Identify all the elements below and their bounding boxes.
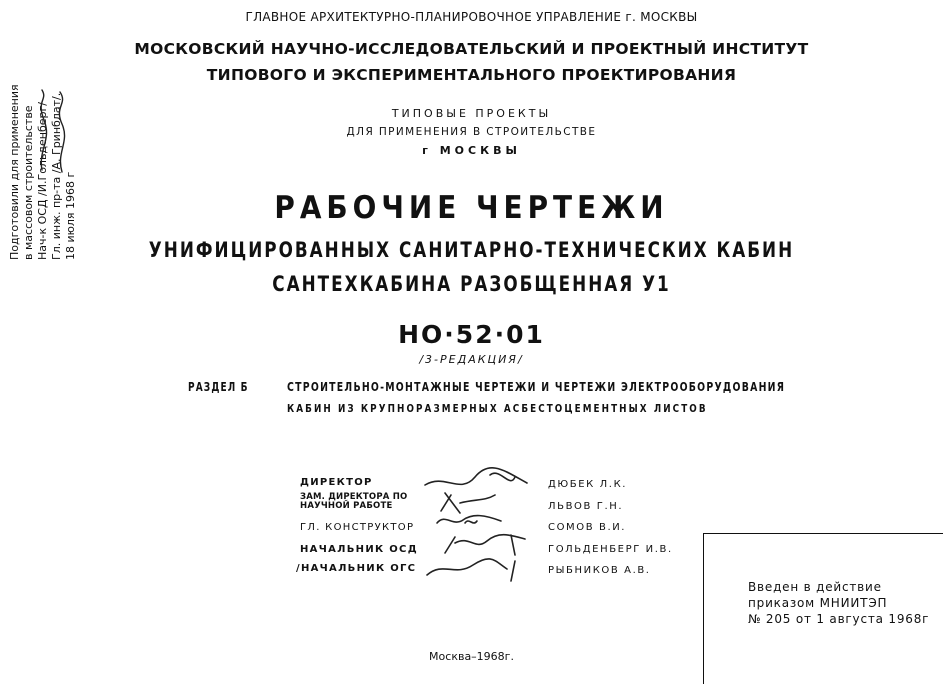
signature-scribble-ogs [427, 559, 515, 581]
signature-scribble-chief [437, 516, 501, 523]
signature-name-chief-designer: СОМОВ В.И. [548, 522, 627, 533]
city-year: Москва–1968г. [429, 650, 514, 663]
signature-name-osd-head: ГОЛЬДЕНБЕРГ И.В. [548, 544, 673, 555]
signature-name-ogs-head: РЫБНИКОВ А.В. [548, 565, 651, 576]
edition-label: /3-РЕДАКЦИЯ/ [419, 353, 524, 366]
stamp-line1: Введен в действие [748, 580, 882, 594]
signature-title-deputy: ЗАМ. ДИРЕКТОРА ПО НАУЧНОЙ РАБОТЕ [300, 492, 408, 511]
institute-name-line1: МОСКОВСКИЙ НАУЧНО-ИССЛЕДОВАТЕЛЬСКИЙ И ПРОЕКТНЫЙ ИНСТИТУТ [134, 40, 809, 58]
side-note-line4: Гл. инж. пр-та /А. Гринблат/. [50, 92, 63, 260]
handwritten-signatures [415, 465, 545, 585]
series-line1: ТИПОВЫЕ ПРОЕКТЫ [391, 107, 552, 120]
side-note-signatures [34, 80, 94, 180]
project-code: НО·52·01 [398, 320, 545, 349]
signature-title-director: ДИРЕКТОР [300, 477, 373, 488]
signature-title-ogs-head: /НАЧАЛЬНИК ОГС [296, 563, 417, 574]
side-note-line5: 18 июля 1968 г [64, 171, 77, 260]
signature-title-chief-designer: ГЛ. КОНСТРУКТОР [300, 522, 415, 533]
agency-header: ГЛАВНОЕ АРХИТЕКТУРНО-ПЛАНИРОВОЧНОЕ УПРАВЛЕНИЕ г. МОСКВЫ [245, 10, 698, 24]
signature-name-deputy: ЛЬВОВ Г.Н. [548, 501, 624, 512]
section-description-line2: КАБИН ИЗ КРУПНОРАЗМЕРНЫХ АСБЕСТОЦЕМЕНТНЫХ ЛИСТОВ [287, 402, 708, 415]
institute-name-line2: ТИПОВОГО И ЭКСПЕРИМЕНТАЛЬНОГО ПРОЕКТИРОВАНИЯ [206, 66, 737, 84]
stamp-line3: № 205 от 1 августа 1968г [748, 612, 930, 626]
signature-title-osd-head: НАЧАЛЬНИК ОСД [300, 544, 418, 555]
document-title: РАБОЧИЕ ЧЕРТЕЖИ [274, 190, 669, 226]
document-subtitle-1: УНИФИЦИРОВАННЫХ САНИТАРНО-ТЕХНИЧЕСКИХ КАБИН [148, 238, 795, 262]
side-note-line3: Нач-к ОСД /И.Гольденберг/ [36, 101, 49, 260]
side-note-line1: Подготовили для применения [8, 84, 21, 260]
section-description-line1: СТРОИТЕЛЬНО-МОНТАЖНЫЕ ЧЕРТЕЖИ И ЧЕРТЕЖИ ЭЛЕКТРООБОРУДОВАНИЯ [287, 380, 786, 394]
side-note-line2: в массовом строительстве [22, 105, 35, 260]
document-subtitle-2: САНТЕХКАБИНА РАЗОБЩЕННАЯ У1 [272, 272, 671, 296]
signature-scribble-osd [445, 535, 525, 555]
signature-scribble-deputy [441, 493, 495, 513]
stamp-line2: приказом МНИИТЭП [748, 596, 888, 610]
series-line2: ДЛЯ ПРИМЕНЕНИЯ В СТРОИТЕЛЬСТВЕ [346, 126, 597, 138]
signature-name-director: ДЮБЕК Л.К. [548, 479, 628, 490]
section-label: РАЗДЕЛ Б [188, 380, 249, 394]
signature-scribble-director [425, 468, 527, 485]
series-line3: г МОСКВЫ [422, 144, 521, 157]
